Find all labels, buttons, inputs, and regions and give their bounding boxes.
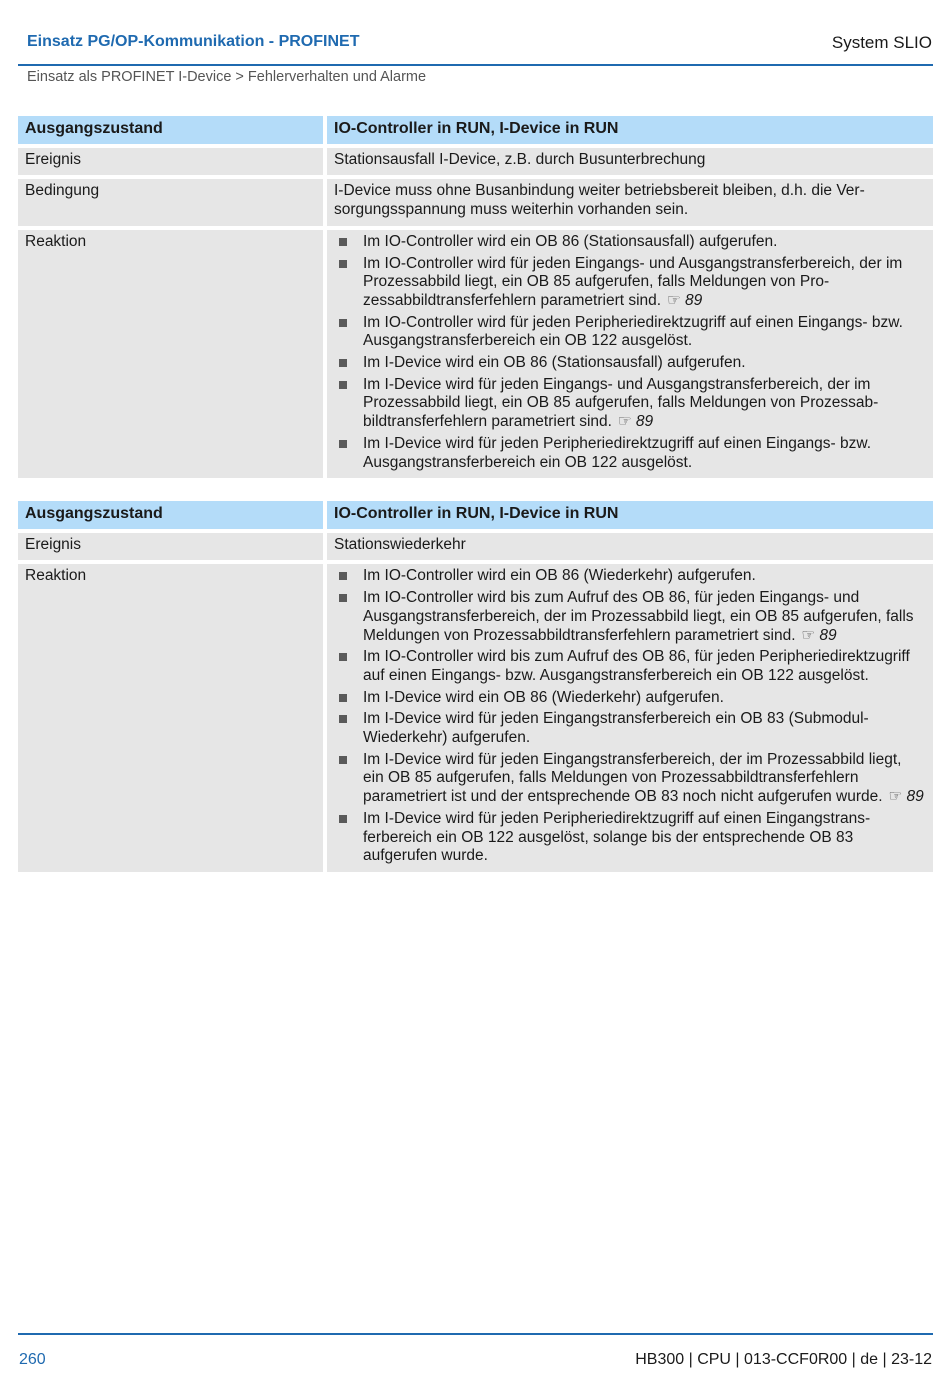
bullet-square-icon — [339, 260, 347, 268]
row-value — [327, 564, 933, 872]
bullet-square-icon — [339, 653, 347, 661]
page-reference-link[interactable]: ☞ 89 — [801, 626, 837, 644]
list-item: Im IO-Controller wird für jeden Eingangs- und Ausgangstransferbereich, der im Prozessabbild liegt, ein OB 85 aufgerufen, falls Meldungen von Prozessabbildtransferfehlern parametriert sind. ☞ 89 — [334, 255, 925, 311]
list-item: Im IO-Controller wird ein OB 86 (Wiederkehr) aufgerufen. — [334, 567, 925, 586]
pointing-hand-icon: ☞ — [888, 788, 903, 806]
table-row-ereignis — [18, 533, 933, 561]
page-number: 260 — [19, 1351, 46, 1368]
table-row-ereignis — [18, 148, 933, 176]
row-label: Reaktion — [18, 564, 327, 872]
row-label: Ereignis — [18, 533, 327, 561]
bullet-square-icon — [339, 694, 347, 702]
row-label: Bedingung — [18, 179, 327, 225]
row-value: Stationswiederkehr — [327, 533, 933, 561]
table-head-row — [18, 116, 933, 144]
pointing-hand-icon: ☞ — [801, 626, 816, 644]
list-item: Im I-Device wird für jeden Peripheriedirektzugriff auf einen Eingangstransferbereich ein OB 122 ausgelöst, solange bis der entsprechende OB 83 aufgerufen wurde. — [334, 810, 925, 866]
page-reference-link[interactable]: ☞ 89 — [667, 291, 703, 309]
footer-divider — [18, 1333, 933, 1335]
row-value — [327, 230, 933, 478]
header-title: Einsatz PG/OP-Kommunikation - PROFINET — [27, 33, 360, 50]
document-id: HB300 | CPU | 013-CCF0R00 | de | 23-12 — [635, 1351, 932, 1368]
pointing-hand-icon: ☞ — [617, 413, 632, 431]
list-item: Im I-Device wird für jeden Eingangstransferbereich ein OB 83 (Submodul-Wiederkehr) aufgerufen. — [334, 710, 925, 747]
list-item: Im I-Device wird für jeden Eingangs- und Ausgangstransferbereich, der im Prozessabbild liegt, ein OB 85 aufgerufen, falls Meldungen von Prozessabbildtransferfehlern parametriert sind. ☞ 89 — [334, 376, 925, 432]
bullet-square-icon — [339, 572, 347, 580]
row-value: Stationsausfall I-Device, z.B. durch Busunterbrechung — [327, 148, 933, 176]
header-system-name: System SLIO — [831, 33, 932, 52]
reaction-list — [334, 567, 925, 866]
list-item: Im I-Device wird ein OB 86 (Stationsausfall) aufgerufen. — [334, 354, 925, 373]
bullet-square-icon — [339, 381, 347, 389]
list-item: Im IO-Controller wird bis zum Aufruf des OB 86, für jeden Eingangs- und Ausgangstransferbereich, der im Prozessabbild liegt, ein OB 85 aufgerufen, falls Meldungen von Prozessabbildtransferfehlern parametriert sind. ☞ 89 — [334, 589, 925, 645]
page-reference-link[interactable]: ☞ 89 — [617, 413, 654, 431]
event-table-station-return — [18, 497, 933, 876]
list-item: Im I-Device wird ein OB 86 (Wiederkehr) aufgerufen. — [334, 689, 925, 708]
row-value: I-Device muss ohne Busanbindung weiter betriebsbereit bleiben, d.h. die Versorgungsspannung muss weiterhin vorhanden sein. — [327, 179, 933, 225]
header-divider — [18, 64, 933, 66]
list-item: Im I-Device wird für jeden Eingangstransferbereich, der im Prozessabbild liegt, ein OB 85 aufgerufen, falls Meldungen von Prozessabbildtransferfehlern parametriert ist und der entsprechende OB 83 noch nicht aufgerufen wurde. ☞ 89 — [334, 751, 925, 807]
bullet-square-icon — [339, 594, 347, 602]
bullet-square-icon — [339, 440, 347, 448]
head-label: Ausgangszustand — [18, 501, 327, 529]
bullet-square-icon — [339, 359, 347, 367]
head-value: IO-Controller in RUN, I-Device in RUN — [327, 501, 933, 529]
table-row-bedingung — [18, 179, 933, 225]
bullet-square-icon — [339, 238, 347, 246]
pointing-hand-icon: ☞ — [667, 291, 681, 309]
bullet-square-icon — [339, 319, 347, 327]
list-item: Im I-Device wird für jeden Peripheriedirektzugriff auf einen Eingangs- bzw. Ausgangstransferbereich ein OB 122 ausgelöst. — [334, 435, 925, 472]
list-item: Im IO-Controller wird bis zum Aufruf des OB 86, für jeden Peripheriedirektzugriff auf einen Eingangs- bzw. Ausgangstransferbereich ein OB 122 ausgelöst. — [334, 648, 925, 685]
head-label: Ausgangszustand — [18, 116, 327, 144]
head-value: IO-Controller in RUN, I-Device in RUN — [327, 116, 933, 144]
table-head-row — [18, 501, 933, 529]
table-row-reaktion — [18, 564, 933, 872]
bullet-square-icon — [339, 815, 347, 823]
reaction-list — [334, 233, 925, 472]
page-reference-link[interactable]: ☞ 89 — [888, 788, 924, 806]
bullet-square-icon — [339, 756, 347, 764]
breadcrumb: Einsatz als PROFINET I-Device > Fehlerverhalten und Alarme — [27, 69, 427, 85]
row-label: Reaktion — [18, 230, 327, 478]
bullet-square-icon — [339, 715, 347, 723]
row-label: Ereignis — [18, 148, 327, 176]
list-item: Im IO-Controller wird für jeden Peripheriedirektzugriff auf einen Eingangs- bzw. Ausgangstransferbereich ein OB 122 ausgelöst. — [334, 314, 925, 351]
list-item: Im IO-Controller wird ein OB 86 (Stationsausfall) aufgerufen. — [334, 233, 925, 252]
event-table-station-failure — [18, 112, 933, 482]
table-row-reaktion — [18, 230, 933, 478]
